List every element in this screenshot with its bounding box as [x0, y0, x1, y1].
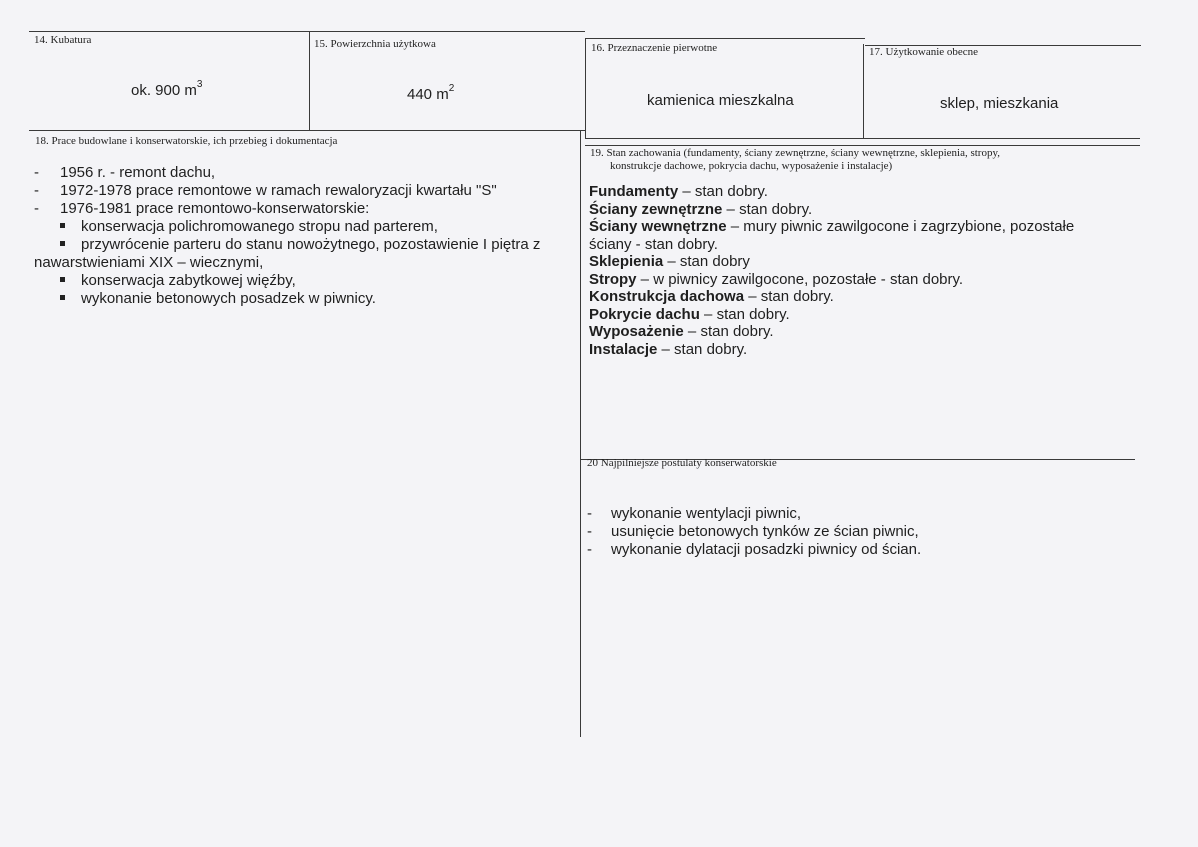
condition-item: Wyposażenie – stan dobry.: [589, 323, 774, 340]
top-border: [29, 31, 585, 32]
top-border-right: [585, 38, 865, 39]
field-15-label: 15. Powierzchnia użytkowa: [314, 38, 436, 50]
field-17-value: sklep, mieszkania: [940, 95, 1059, 112]
row-divider: [29, 130, 585, 131]
condition-item: Ściany wewnętrzne – mury piwnic zawilgocone i zagrzybione, pozostałe: [589, 218, 1075, 235]
condition-item: ściany - stan dobry.: [589, 235, 718, 253]
field-16-label: 16. Przeznaczenie pierwotne: [591, 42, 718, 54]
works-list: [34, 164, 582, 308]
section-19-divider: [585, 145, 1140, 146]
sub-list-item: przywrócenie parteru do stanu nowożytnego, pozostawienie I piętra z: [34, 236, 582, 254]
section-19-label-line2: konstrukcje dachowe, pokrycia dachu, wyposażenie i instalacje): [610, 160, 893, 172]
bullet-icon: [60, 277, 65, 282]
section-20-label: 20 Najpilniejsze postulaty konserwatorskie: [587, 457, 777, 469]
postulates-list: [587, 505, 1132, 559]
condition-list: [589, 183, 1134, 358]
list-item: - wykonanie wentylacji piwnic,: [587, 505, 802, 522]
field-16-value: kamienica mieszkalna: [647, 92, 794, 109]
field-14-label: 14. Kubatura: [34, 34, 92, 46]
list-item: - wykonanie dylatacji posadzki piwnicy od ścian.: [587, 541, 922, 558]
bullet-icon: [60, 223, 65, 228]
condition-item: Instalacje – stan dobry.: [589, 340, 748, 358]
sub-list-item: konserwacja zabytkowej więźby,: [34, 272, 582, 290]
col-divider-3: [863, 44, 864, 139]
condition-item: Ściany zewnętrzne – stan dobry.: [589, 200, 813, 218]
section-18-label: 18. Prace budowlane i konserwatorskie, ich przebieg i dokumentacja: [35, 135, 338, 147]
list-item: - 1972-1978 prace remontowe w ramach rewaloryzacji kwartału "S": [34, 182, 497, 199]
sub-list-item: konserwacja polichromowanego stropu nad parterem,: [34, 218, 582, 236]
condition-item: Pokrycie dachu – stan dobry.: [589, 305, 790, 323]
condition-item: Sklepienia – stan dobry: [589, 253, 750, 270]
condition-item: Stropy – w piwnicy zawilgocone, pozostałe - stan dobry.: [589, 270, 964, 288]
section-19-label-line1: 19. Stan zachowania (fundamenty, ściany zewnętrzne, ściany wewnętrzne, sklepienia, stropy,: [590, 147, 1001, 159]
field-15-value: 440 $m^2$: [407, 83, 455, 103]
sub-list-item-continuation: nawarstwieniami XIX – wiecznymi,: [34, 254, 264, 271]
field-14-value: ok. 900 $m^3$: [131, 79, 203, 99]
list-item: - usunięcie betonowych tynków ze ścian piwnic,: [587, 523, 919, 540]
bullet-icon: [60, 295, 65, 300]
sub-list-item: wykonanie betonowych posadzek w piwnicy.: [34, 290, 582, 308]
condition-item: Konstrukcja dachowa – stan dobry.: [589, 288, 834, 305]
col-divider-1: [309, 32, 310, 131]
list-item: - 1976-1981 prace remontowo-konserwatorskie:: [34, 200, 370, 217]
bullet-icon: [60, 241, 65, 246]
field-17-label: 17. Użytkowanie obecne: [869, 46, 979, 58]
condition-item: Fundamenty – stan dobry.: [589, 183, 768, 200]
col-divider-2: [585, 38, 586, 139]
list-item: - 1956 r. - remont dachu,: [34, 164, 216, 181]
